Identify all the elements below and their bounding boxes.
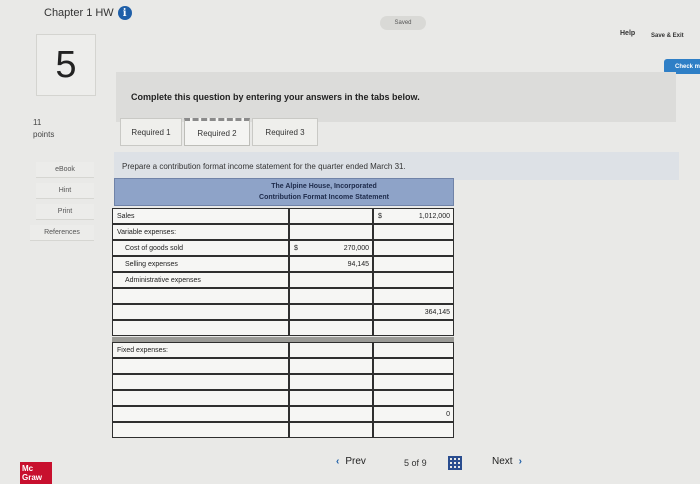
row-col2-input[interactable]	[289, 406, 373, 422]
cogs-value: 270,000	[343, 244, 369, 252]
variable-total-value: 364,145	[424, 308, 450, 316]
row-label-input[interactable]	[112, 422, 289, 438]
table-row-cogs	[112, 240, 454, 256]
sales-value: 1,012,000	[418, 212, 450, 220]
selling-col3-input[interactable]	[373, 256, 454, 272]
table-row-fixed-header	[112, 342, 454, 358]
sidebar-item-references[interactable]: References	[30, 225, 94, 241]
question-number: 5	[36, 34, 96, 96]
fixed-col3-input[interactable]	[373, 342, 454, 358]
page-indicator	[404, 458, 427, 468]
row-label-input[interactable]	[112, 406, 289, 422]
currency-symbol: $	[294, 244, 298, 252]
table-row-variable-total	[112, 304, 454, 320]
variable-col2-input[interactable]	[289, 224, 373, 240]
cogs-label[interactable]: Cost of goods sold	[112, 240, 289, 256]
variable-total-input[interactable]	[373, 304, 454, 320]
row-col2-input[interactable]	[289, 288, 373, 304]
sidebar-item-hint[interactable]: Hint	[36, 183, 94, 199]
fixed-expenses-label[interactable]: Fixed expenses:	[112, 342, 289, 358]
brand-line-2: Graw	[22, 473, 43, 482]
admin-col3-input[interactable]	[373, 272, 454, 288]
currency-symbol: $	[378, 212, 382, 220]
tab-required-2[interactable]: Required 2	[184, 118, 250, 146]
saved-status: Saved	[380, 16, 426, 30]
brand-line-1: Mc	[22, 464, 34, 473]
chevron-right-icon: ›	[518, 456, 522, 467]
help-link[interactable]: Help	[620, 30, 636, 37]
chapter-title-text: Chapter 1 HW	[44, 7, 114, 19]
table-row-fixed-total	[112, 406, 454, 422]
table-row-selling	[112, 256, 454, 272]
check-my-work-button[interactable]: Check m	[664, 59, 700, 74]
row-label-input[interactable]	[112, 390, 289, 406]
selling-label[interactable]: Selling expenses	[112, 256, 289, 272]
statement-title: Contribution Format Income Statement	[259, 194, 389, 201]
row-col3-input[interactable]	[373, 358, 454, 374]
row-col2-input[interactable]	[289, 390, 373, 406]
admin-label[interactable]: Administrative expenses	[112, 272, 289, 288]
instruction-banner: Complete this question by entering your answers in the tabs below.	[116, 72, 676, 122]
grid-icon[interactable]	[448, 456, 462, 470]
variable-expenses-label[interactable]: Variable expenses:	[112, 224, 289, 240]
row-col3-input[interactable]	[373, 374, 454, 390]
info-icon[interactable]: i	[118, 6, 132, 20]
table-row-fixed-1	[112, 358, 454, 374]
table-row-fixed-3	[112, 390, 454, 406]
row-col2-input[interactable]	[289, 304, 373, 320]
next-button[interactable]	[492, 456, 522, 467]
sales-col2-input[interactable]	[289, 208, 373, 224]
next-label: Next	[492, 456, 513, 467]
table-row-blank-1	[112, 288, 454, 304]
page-current: 5	[404, 458, 410, 468]
page-total: 9	[421, 458, 427, 468]
cogs-value-input[interactable]	[289, 240, 373, 256]
prev-button[interactable]	[336, 456, 366, 467]
row-label-input[interactable]	[112, 374, 289, 390]
row-col2-input[interactable]	[289, 374, 373, 390]
sales-label[interactable]: Sales	[112, 208, 289, 224]
row-col3-input[interactable]	[373, 288, 454, 304]
cogs-col3-input[interactable]	[373, 240, 454, 256]
row-label-input[interactable]	[112, 358, 289, 374]
chevron-left-icon: ‹	[336, 456, 340, 467]
points-info	[33, 117, 54, 141]
admin-value-input[interactable]	[289, 272, 373, 288]
selling-value-input[interactable]	[289, 256, 373, 272]
row-col2-input[interactable]	[289, 422, 373, 438]
statement-header	[114, 178, 454, 206]
row-label-input[interactable]	[112, 288, 289, 304]
fixed-total-value: 0	[446, 410, 450, 418]
row-col3-input[interactable]	[373, 320, 454, 336]
points-label: points	[33, 130, 55, 139]
chapter-title	[44, 6, 132, 20]
page-of: of	[411, 458, 420, 468]
sales-value-input[interactable]	[373, 208, 454, 224]
table-row-net	[112, 422, 454, 438]
table-row-sales	[112, 208, 454, 224]
tab-required-3[interactable]: Required 3	[252, 118, 318, 146]
variable-col3-input[interactable]	[373, 224, 454, 240]
row-col3-input[interactable]	[373, 422, 454, 438]
tab-required-1[interactable]: Required 1	[120, 118, 182, 146]
table-row-fixed-2	[112, 374, 454, 390]
table-row-blank-2	[112, 320, 454, 336]
sidebar-item-print[interactable]: Print	[36, 204, 94, 220]
points-value: 11	[33, 118, 42, 127]
selling-value: 94,145	[347, 260, 369, 268]
row-label-input[interactable]	[112, 320, 289, 336]
fixed-total-input[interactable]	[373, 406, 454, 422]
row-col3-input[interactable]	[373, 390, 454, 406]
table-row-admin	[112, 272, 454, 288]
table-row-variable-header	[112, 224, 454, 240]
company-name: The Alpine House, Incorporated	[271, 183, 377, 190]
sidebar-item-ebook[interactable]: eBook	[36, 162, 94, 178]
prev-label: Prev	[345, 456, 366, 467]
prompt-text: Prepare a contribution format income statement for the quarter ended March 31.	[114, 152, 679, 180]
row-col2-input[interactable]	[289, 320, 373, 336]
fixed-col2-input[interactable]	[289, 342, 373, 358]
save-exit-button[interactable]: Save & Exit	[651, 33, 684, 39]
row-col2-input[interactable]	[289, 358, 373, 374]
row-label-input[interactable]	[112, 304, 289, 320]
mcgraw-logo	[20, 462, 52, 484]
